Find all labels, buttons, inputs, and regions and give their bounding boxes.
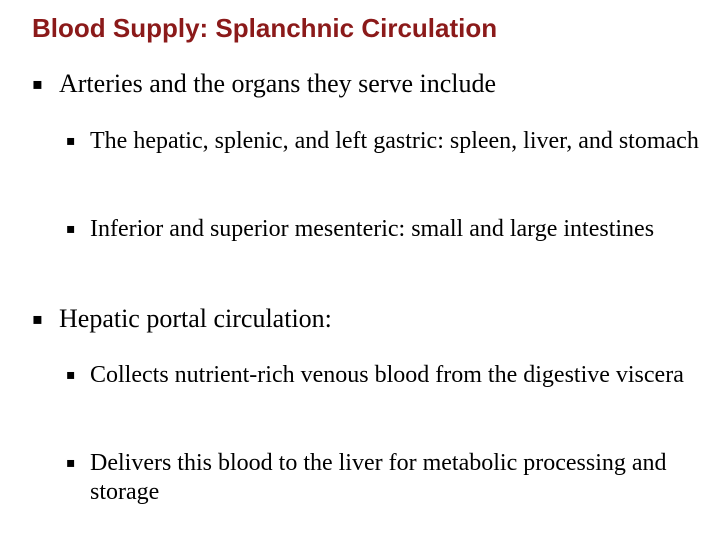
sub-bullet-item-delivers <box>66 449 710 507</box>
slide-title: Blood Supply: Splanchnic Circulation <box>32 13 498 43</box>
bullet-item-hepatic-portal <box>32 303 699 335</box>
square-bullet-icon: ▪ <box>32 309 43 328</box>
bullet-text: Hepatic portal circulation: <box>59 304 332 333</box>
sub-bullet-item-hepatic-splenic-gastric <box>66 127 710 156</box>
sub-bullet-text: The hepatic, splenic, and left gastric: spleen, liver, and stomach <box>90 128 699 154</box>
sub-bullet-item-mesenteric <box>66 215 710 244</box>
square-bullet-icon: ▪ <box>66 133 76 149</box>
bullet-item-arteries <box>32 68 699 100</box>
square-bullet-icon: ▪ <box>66 221 76 237</box>
sub-bullet-text: Delivers this blood to the liver for metabolic processing and storage <box>90 450 667 505</box>
sub-bullet-text: Inferior and superior mesenteric: small and large intestines <box>90 216 655 242</box>
square-bullet-icon: ▪ <box>66 455 76 471</box>
square-bullet-icon: ▪ <box>32 74 43 93</box>
sub-bullet-item-collects <box>66 361 710 390</box>
square-bullet-icon: ▪ <box>66 367 76 383</box>
sub-bullet-text: Collects nutrient-rich venous blood from the digestive viscera <box>90 362 684 388</box>
bullet-text: Arteries and the organs they serve include <box>59 69 497 98</box>
